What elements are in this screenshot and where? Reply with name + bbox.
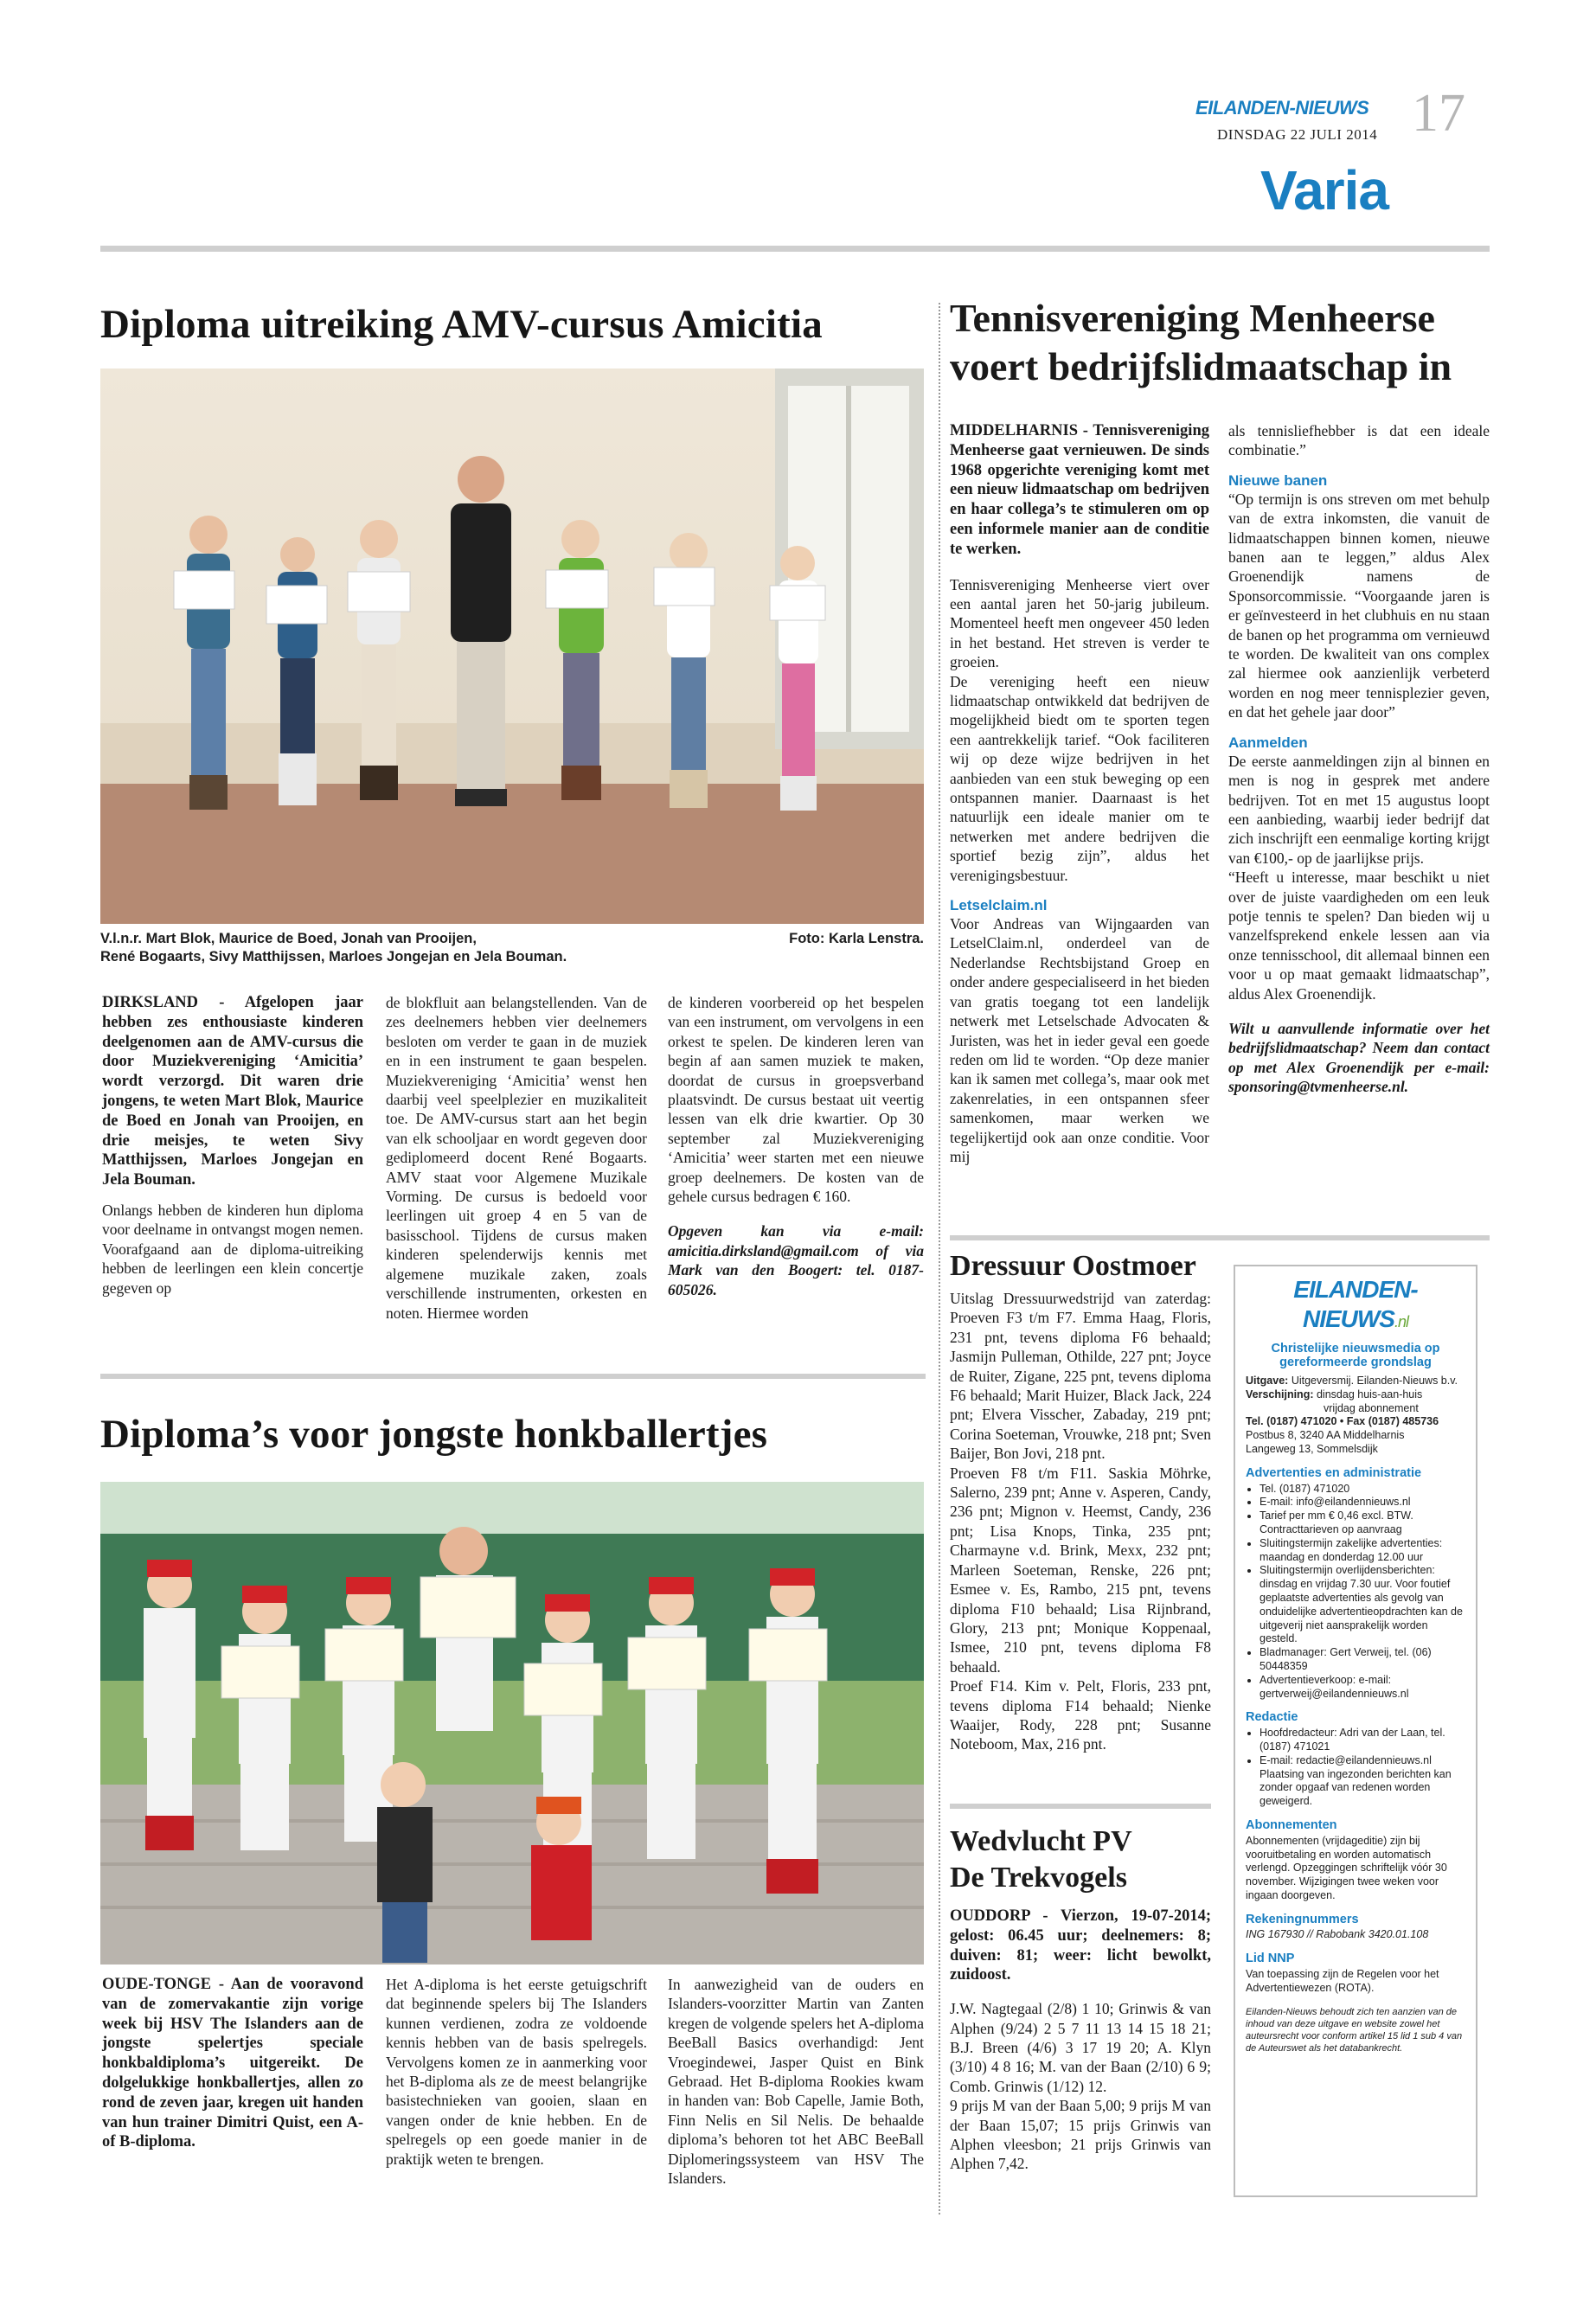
amv-photo-illustration — [100, 369, 924, 924]
tel-line: Tel. (0187) 471020 • Fax (0187) 485736 — [1246, 1415, 1439, 1428]
amv-body-3: de kinderen voorbereid op het bespelen van een instrument, om vervolgens in een orkest te spelen. De kinderen leren van begin af aan samen muziek te maken, doordat de cursus in groepsverband plaatsvindt. De cursus bestaat uit veertig lessen van elk drie kwartier. Op 30 september zal Muziekvereniging ‘Amicitia’ weer starten met een nieuwe groep deelnemers. De kosten van de gehele cursus bedragen € 160. — [668, 994, 924, 1206]
adv-item: • Sluitingstermijn overlijdensberichten: dinsdag en vrijdag 7.30 uur. Voor foutief geplaatste advertenties als gevolg van onduidelijke advertentieopdrachten kan de uitgeverij niet aansprakelijk worden gesteld. — [1259, 1564, 1465, 1646]
honkbal-body-3: In aanwezigheid van de ouders en Islanders-voorzitter Martin van Zanten kregen de volgende spelers het A-diploma BeeBall Basics overhandigd: Jent Vroegindewei, Jasper Quist en Bink Gebraad. Het B-diploma Rookies kwam in handen van: Bob Capelle, Jamie Both, Finn Nelis en Sil Nelis. De behaalde diploma’s behoren tot het ABC BeeBall Diplomeringssysteem van HSV The Islanders. — [668, 1976, 924, 2188]
masthead-rule — [100, 246, 1490, 252]
photo-caption-line-2: René Bogaarts, Sivy Matthijssen, Marloes Jongejan en Jela Bouman. — [100, 949, 567, 965]
article-tennis — [950, 294, 1490, 1207]
wedvlucht-body-2: 9 prijs M van der Baan 5,00; 9 prijs M van der Baan 15,07; 15 prijs Grinwis van Alphen vleesbon; 21 prijs Grinwis van Alphen 7,42. — [950, 2097, 1211, 2173]
nnp-text: Van toepassing zijn de Regelen voor het Advertentiewezen (ROTA). — [1246, 1968, 1439, 1994]
headline-line-1: Tennisvereniging Menheerse — [950, 296, 1435, 340]
article-divider-wedvlucht — [950, 1804, 1211, 1809]
rek-title: Rekeningnummers — [1246, 1912, 1359, 1926]
disclaimer: Eilanden-Nieuws behoudt zich ten aanzien van de inhoud van deze uitgave en website zowel het auteursrecht voor conform artikel 15 lid 1 sub 4 van de Auteurswet als het databankrecht. — [1246, 2006, 1463, 2054]
photo-caption-line-1: V.l.n.r. Mart Blok, Maurice de Boed, Jonah van Prooijen, — [100, 931, 477, 946]
colofon-logo-suffix: .nl — [1394, 1313, 1408, 1330]
adv-list — [1246, 1483, 1465, 1702]
honkbal-column-3 — [668, 1975, 924, 2188]
amv-body-2: de blokfluit aan belangstellenden. Van de zes deelnemers hebben vier deelnemers besloten om verder te gaan in de muziek en in een instrument te gaan bespelen. Muziekvereniging ‘Amicitia’ wenst hen daarbij veel speelplezier en muzikaliteit toe. De AMV-cursus start aan het begin van elk schooljaar en wordt gegeven door gediplomeerd docent René Bogaarts. AMV staat voor Algemene Muzikale Vorming. De cursus is bedoeld voor leerlingen uit groep 4 en 5 van de basisschool. Tijdens de cursus maken kinderen spelenderwijs kennis met algemene muzikale zaken, zoals verschillende instrumenten, orkesten en noten. Hiermee worden — [386, 994, 647, 1322]
address-2: Langeweg 13, Sommelsdijk — [1246, 1442, 1378, 1455]
headline-line-2: voert bedrijfslidmaatschap in — [950, 344, 1452, 388]
adv-item: • Bladmanager: Gert Verweij, tel. (06) 50448359 — [1259, 1646, 1465, 1674]
tennis-column-1 — [950, 421, 1209, 1166]
verschijning-value-2: vrijdag abonnement — [1324, 1401, 1419, 1414]
abon-text: Abonnementen (vrijdageditie) zijn bij vooruitbetaling en worden automatisch verlengd. Opzeggingen schriftelijk vóór 30 november. Wijzigingen twee weken voor ingaan doorgeven. — [1246, 1834, 1447, 1901]
redactie-title: Redactie — [1246, 1710, 1298, 1725]
article-wedvlucht — [950, 1823, 1211, 2174]
article-divider-right — [950, 1235, 1490, 1240]
uitgave-value: Uitgeversmij. Eilanden-Nieuws b.v. — [1291, 1375, 1458, 1387]
dressuur-body-3: Proef F14. Kim v. Pelt, Floris, 233 pnt, tevens diploma F14 behaald; Nienke Waaijer, Rody, 228 pnt; Susanne Noteboom, Max, 216 pnt. — [950, 1677, 1211, 1753]
honkbal-body-2: Het A-diploma is het eerste getuigschrift dat beginnende spelers bij The Islanders kunnen verdienen, zodra ze voldoende kennis hebben van de basis spelregels. Vervolgens komen ze in aanmerking voor het B-diploma als ze de meest belangrijke basistechnieken van gooien, slaan en vangen onder de knie hebben. En de spelregels op een goede manier in de praktijk weten te brengen. — [386, 1976, 647, 2168]
subhead-aanmelden: Aanmelden — [1228, 734, 1308, 751]
colofon-tagline-2: gereformeerde grondslag — [1279, 1356, 1432, 1369]
column-separator — [939, 303, 940, 2214]
abon-title: Abonnementen — [1246, 1817, 1337, 1832]
adv-item: • E-mail: info@eilandennieuws.nl — [1259, 1496, 1465, 1509]
wedvlucht-lead: OUDDORP - Vierzon, 19-07-2014; gelost: 06.45 uur; deelnemers: 8; duiven: 81; weer: licht bewolkt, zuidoost. — [950, 1907, 1211, 1984]
adv-item: • Tel. (0187) 471020 — [1259, 1483, 1465, 1497]
colofon-details — [1246, 1375, 1465, 2054]
tennis-body-7: “Heeft u interesse, maar beschikt u niet over de juiste vaardigheden om een leuk potje tennis te spelen? Dan bieden wij u vanzelfsprekend enkele lessen aan via onze tennisschool, dit allemaal binnen een voor u op maat gemaakt lidmaatschap”, aldus Alex Groenendijk. — [1228, 868, 1490, 1003]
honkbal-column-1 — [102, 1975, 363, 2152]
subhead-letselclaim: Letselclaim.nl — [950, 897, 1048, 914]
adv-item: • Advertentieverkoop: e-mail: gertverweij@eilandennieuws.nl — [1259, 1674, 1465, 1702]
article-amv — [100, 294, 924, 1371]
honkbal-lead: OUDE-TONGE - Aan de vooravond van de zomervakantie zijn vorige week bij HSV The Islanders aan de jongste spelertjes speciale honkbaldiploma’s uitgereikt. De dolgelukkige honkballertjes, allen zo rond de zeven jaar, kregen uit handen van hun trainer Dimitri Quist, een A- of B-diploma. — [102, 1976, 363, 2151]
honkbal-photo-illustration — [100, 1482, 924, 1965]
tennis-contact: Wilt u aanvullende informatie over het bedrijfslidmaatschap? Neem dan contact op met Alex Groenendijk per e-mail: sponsoring@tvmenheerse.nl. — [1228, 1019, 1490, 1096]
photo-credit: Foto: Karla Lenstra. — [789, 931, 924, 946]
adv-item: • Tarief per mm € 0,46 excl. BTW. Contracttarieven op aanvraag — [1259, 1509, 1465, 1537]
subhead-nieuwe-banen: Nieuwe banen — [1228, 471, 1328, 489]
colofon-box — [1234, 1265, 1477, 2197]
amv-body-1: Onlangs hebben de kinderen hun diploma voor deelname in ontvangst mogen nemen. Voorafgaand aan de diploma-uitreiking hebben de leerlingen een klein concertje gegeven op — [102, 1201, 363, 1297]
verschijning-value: dinsdag huis-aan-huis — [1316, 1388, 1423, 1400]
page-number: 17 — [1412, 84, 1465, 143]
honkbal-group-photo — [100, 1482, 924, 1965]
amv-lead: DIRKSLAND - Afgelopen jaar hebben zes enthousiaste kinderen deelgenomen aan de AMV-cursus die door Muziekvereniging ‘Amicitia’ wordt verzorgd. Dit waren drie jongens, te weten Mart Blok, Maurice de Boed en Jonah van Prooijen, en drie meisjes, te weten Sivy Matthijssen, Marloes Jongejan en Jela Bouman. — [102, 994, 363, 1189]
tennis-body-3: Voor Andreas van Wijngaarden van LetselClaim.nl, onderdeel van de Nederlandse Rechtsbijstand Groep en onder andere gespecialiseerd in het bieden van gratis toegang tot een landelijk netwerk met Letselschade Advocaten & Juristen, was het in ieder geval een goede reden om lid te worden. “Op deze manier kan ik samen met collega’s, maar ook met zakenrelaties, in een ontspannen sfeer samenkomen, maar werken we tegelijkertijd ook aan onze conditie. Voor mij — [950, 915, 1209, 1165]
tennis-body-5: “Op termijn is ons streven om met behulp van de extra inkomsten, die vanuit de lidmaatschappen binnen komen, nieuwe banen aan te leggen,” aldus Alex Groenendijk namens de Sponsorcommissie. “Voorgaande jaren is er geïnvesteerd in het clubhuis en nu staan de banen op het programma om vernieuwd te worden. De kwaliteit van ons complex zal hiermee ook aanzienlijk verbeterd worden en nog meer tennisplezier geven, en dat het gehele jaar door” — [1228, 490, 1490, 721]
adv-item: • Sluitingstermijn zakelijke advertenties: maandag en donderdag 12.00 uur — [1259, 1537, 1465, 1565]
redactie-item: • E-mail: redactie@eilandennieuws.nl Plaatsing van ingezonden berichten kan zonder opgaaf van redenen worden geweigerd. — [1259, 1754, 1465, 1809]
brand-logo: EILANDEN-NIEUWS — [1195, 97, 1369, 119]
tennis-body-4: als tennisliefhebber is dat een ideale combinatie.” — [1228, 422, 1490, 459]
amv-contact: Opgeven kan via e-mail: amicitia.dirksland@gmail.com of via Mark van den Boogert: tel. 0187-605026. — [668, 1222, 924, 1298]
headline-line-1: Wedvlucht PV — [950, 1825, 1132, 1857]
article-divider — [100, 1374, 926, 1379]
masthead — [0, 0, 1596, 251]
tennis-body-1: Tennisvereniging Menheerse viert over een aantal jaren het 50-jarig jubileum. Momenteel heeft men ongeveer 450 leden in het bestand. Het streven is verder te groeien. — [950, 575, 1209, 671]
colofon-logo-text: EILANDEN-NIEUWS — [1293, 1276, 1418, 1332]
adv-title: Advertenties en administratie — [1246, 1465, 1422, 1480]
dressuur-body-2: Proeven F8 t/m F11. Saskia Möhrke, Salerno, 239 pnt; Anne v. Asperen, Candy, 236 pnt; Mignon v. Heemst, Candy, 236 pnt; Lisa Knops, Tinka, 235 pnt; Charmayne v.d. Brink, Mexx, 232 pnt; Marleen Soeteman, Renske, 226 pnt; Esmee v. Es, Rambo, 215 pnt, tevens diploma F10 behaald; Lisa Rijnbrand, Glory, 213 pnt; Monique Koppenaal, Ismee, 210 pnt, tevens diploma F8 behaald. — [950, 1464, 1211, 1676]
wedvlucht-body-1: J.W. Nagtegaal (2/8) 1 10; Grinwis & van Alphen (9/24) 2 5 7 11 13 14 15 18 21; B.J. Breen (4/6) 3 17 19 20; A. Klyn (3/10) 4 8 16; M. van der Baan (2/10) 6 9; Comb. Grinwis (1/12) 12. — [950, 2000, 1211, 2095]
honkbal-column-2 — [386, 1975, 647, 2169]
amv-column-1 — [102, 993, 363, 1298]
section-title: Varia — [1259, 159, 1388, 221]
amv-column-2 — [386, 993, 647, 1323]
headline: Dressuur Oostmoer — [950, 1250, 1196, 1282]
issue-date: DINSDAG 22 JULI 2014 — [1217, 126, 1378, 143]
redactie-list — [1246, 1727, 1465, 1809]
headline: Diploma’s voor jongste honkballertjes — [100, 1412, 768, 1457]
amv-group-photo — [100, 369, 924, 924]
redactie-item: • Hoofdredacteur: Adri van der Laan, tel. (0187) 471021 — [1259, 1727, 1465, 1754]
headline-line-2: De Trekvogels — [950, 1862, 1127, 1894]
colofon-tagline-1: Christelijke nieuwsmedia op — [1271, 1342, 1440, 1356]
dressuur-body-1: Uitslag Dressuurwedstrijd van zaterdag: Proeven F3 t/m F7. Emma Haag, Floris, 231 pnt, tevens diploma F6 behaald; Jasmijn Pulleman, Othilde, 227 pnt; Joyce de Ruiter, Zigane, 225 pnt, tevens diploma F6 behaald; Marit Huizer, Black Jack, 224 pnt; Elvera Visscher, Zabaday, 219 pnt; Corina Soeteman, Vrouwke, 218 pnt; Sven Baijer, Bon Jovi, 218 pnt. — [950, 1290, 1211, 1463]
tennis-column-2 — [1228, 421, 1490, 1097]
nnp-title: Lid NNP — [1246, 1952, 1295, 1966]
tennis-lead: MIDDELHARNIS - Tennisvereniging Menheerse gaat vernieuwen. De sinds 1968 opgerichte vereniging komt met een nieuw lidmaatschap om bedrijven en haar collega’s te stimuleren om op een informele manier aan de conditie te werken. — [950, 422, 1209, 558]
amv-column-3 — [668, 993, 924, 1299]
address-1: Postbus 8, 3240 AA Middelharnis — [1246, 1429, 1405, 1442]
article-honkbal — [100, 1397, 924, 2219]
headline: Diploma uitreiking AMV-cursus Amicitia — [100, 302, 823, 347]
verschijning-label: Verschijning: — [1246, 1388, 1314, 1400]
colofon-logo — [1246, 1275, 1465, 1336]
tennis-body-6: De eerste aanmeldingen zijn al binnen en men is nog in gesprek met andere bedrijven. Tot en met 15 augustus loopt een aanbieding, waarbij ieder bedrijf dat zich inschrijft een eenmalige korting krijgt van €100,- op de jaarlijkse prijs. — [1228, 752, 1490, 867]
uitgave-label: Uitgave: — [1246, 1375, 1289, 1387]
rek-text: ING 167930 // Rabobank 3420.01.108 — [1246, 1928, 1429, 1941]
tennis-body-2: De vereniging heeft een nieuw lidmaatschap ontwikkeld dat bedrijven de mogelijkheid biedt om te sporten tegen een aantrekkelijk tarief. “Ook faciliteren wij op deze wijze bedrijven in het aanbieden van een stuk beweging op een ontspannen manier. Daarnaast is het natuurlijk een ideale manier om te netwerken met andere bedrijven die sportief bezig zijn”, aldus het verenigingsbestuur. — [950, 672, 1209, 884]
article-dressuur — [950, 1247, 1211, 1754]
